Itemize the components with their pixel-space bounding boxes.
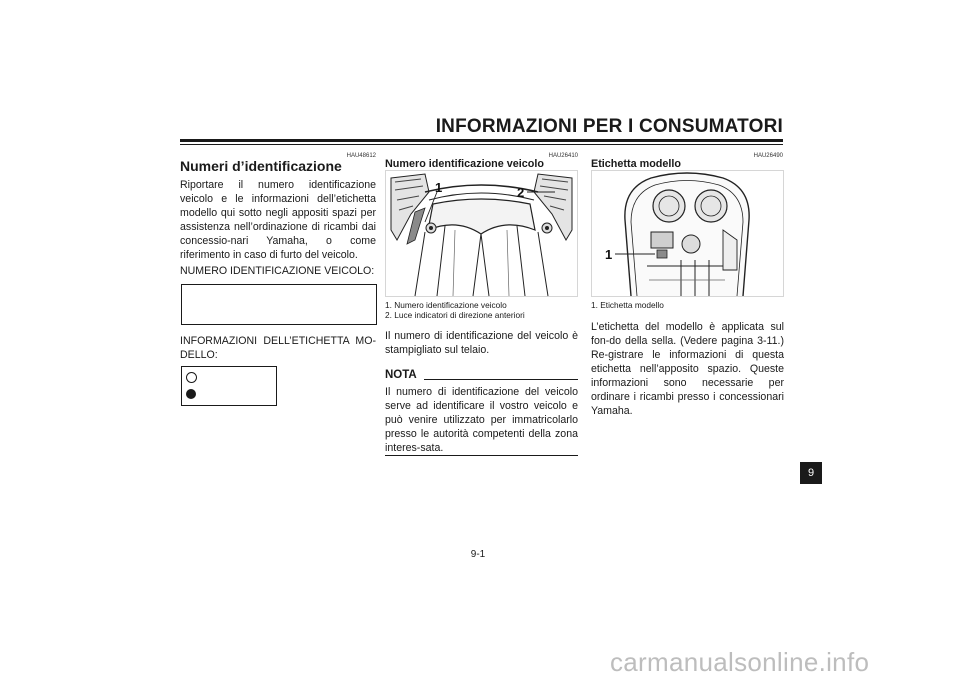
section-code: HAU26490 [753,153,783,159]
vehicle-frame-illustration [385,170,578,297]
circle-filled-icon [186,389,196,399]
model-label-entry-box[interactable] [181,366,277,406]
callout-2: 2 [517,185,525,200]
header-rule-thin [180,144,783,145]
seat-underside-illustration [591,170,784,297]
section-title: Numeri d’identificazione [180,158,342,174]
figure-captions [385,300,580,320]
section-code: HAU26410 [548,153,578,159]
watermark-text: carmanualsonline.info [610,647,870,677]
vin-paragraph: Il numero di identificazione del veicolo è stampigliato sul telaio. [385,330,578,356]
figure-captions [591,300,786,310]
model-label-paragraph: L’etichetta del modello è applicata sul fon-do della sella. (Vedere pagina 3-11.) Re-gistrare le informazioni di questa etichetta nell’apposito spazio. Queste informazioni sono necessarie per ordinare i ricambi presso i concessionari Yamaha. [591,321,784,417]
caption-item: 1. Numero identificazione veicolo [385,300,507,310]
model-label: INFORMAZIONI DELL’ETICHETTA MO-DELLO: [180,335,376,361]
caption-item: 1. Etichetta modello [591,300,664,310]
vin-entry-box[interactable] [181,284,377,325]
section-code: HAU48612 [346,153,376,159]
vin-label: NUMERO IDENTIFICAZIONE VEICOLO: [180,265,375,277]
section-title: Etichetta modello [591,158,681,170]
intro-paragraph: Riportare il numero identificazione veicolo e le informazioni dell’etichetta modello qui sotto negli appositi spazi per assistenza nell’ordinazione di ricambi dai concessio-nari Yamaha, o come riferimento in caso di furto del veicolo. [180,179,376,261]
caption-item: 2. Luce indicatori di direzione anteriori [385,310,525,320]
section-title: Numero identificazione veicolo [385,158,544,170]
callout-1: 1 [435,180,443,195]
circle-outline-icon [186,372,197,383]
callout-1: 1 [605,247,613,262]
nota-rule-bottom [385,455,578,456]
nota-label: NOTA [385,369,417,381]
chapter-tab: 9 [800,462,822,484]
nota-text: Il numero di identificazione del veicolo serve ad identificare il vostro veicolo e può venire utilizzato per immatricolarlo presso le autorità competenti della zona interes-sata. [385,386,578,454]
page-number: 9-1 [470,549,486,560]
page-header-title: INFORMAZIONI PER I CONSUMATORI [435,116,783,137]
header-rule-thick [180,139,783,142]
nota-rule-top [424,379,578,380]
